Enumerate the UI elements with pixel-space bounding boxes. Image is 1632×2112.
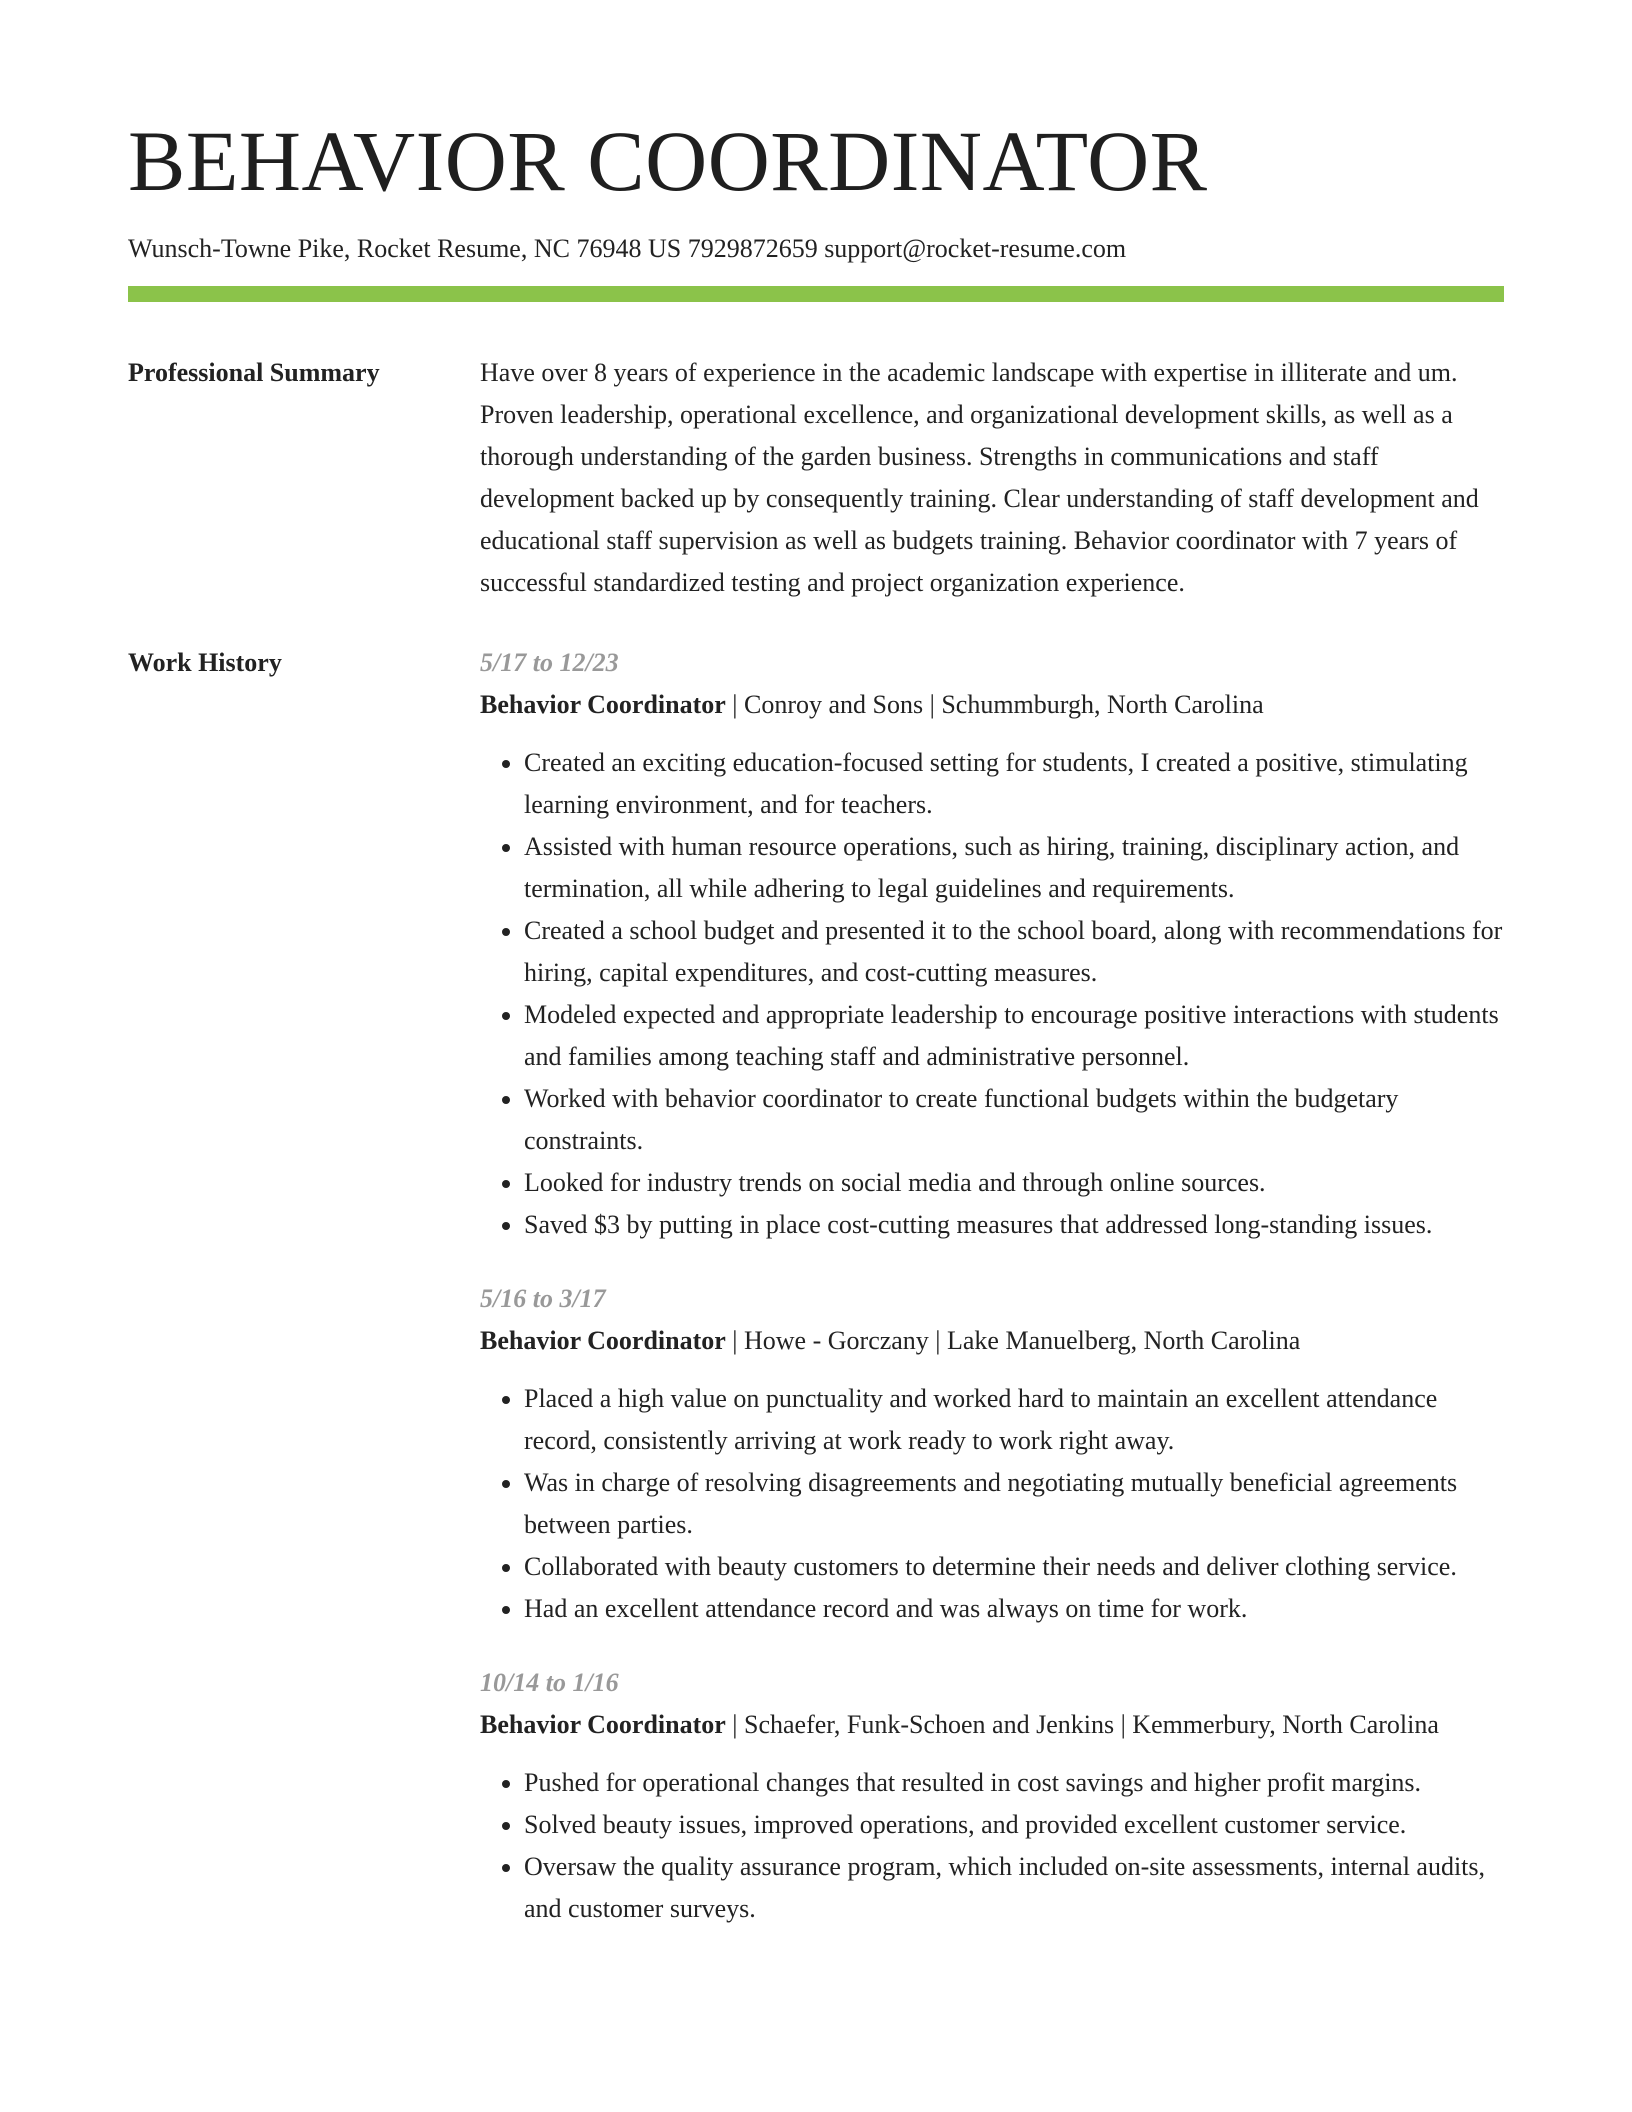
contact-email: support@rocket-resume.com [824,234,1127,263]
job-entry [480,642,1504,1246]
job-bullet-list [480,1762,1504,1930]
job-bullet: • Collaborated with beauty customers to determine their needs and deliver clothing service. [524,1546,1504,1588]
contact-address: Wunsch-Towne Pike, Rocket Resume, NC 76948 US [128,234,682,263]
contact-phone: 7929872659 [687,234,818,263]
job-bullet: • Created a school budget and presented it to the school board, along with recommendations for hiring, capital expenditures, and cost-cutting measures. [524,910,1504,994]
resume-page [128,113,1504,1962]
work-history-section [128,642,1504,1962]
resume-name: BEHAVIOR COORDINATOR [128,113,1208,209]
job-bullet: • Had an excellent attendance record and was always on time for work. [524,1588,1504,1630]
job-employer-location: | Howe - Gorczany | Lake Manuelberg, North Carolina [725,1326,1301,1355]
job-bullet: • Placed a high value on punctuality and worked hard to maintain an excellent attendance record, consistently arriving at work ready to work right away. [524,1378,1504,1462]
work-history-heading: Work History [128,648,282,677]
job-heading [480,684,1504,726]
job-employer-location: | Conroy and Sons | Schummburgh, North Carolina [725,690,1264,719]
job-heading [480,1704,1504,1746]
work-history-list [480,642,1504,1962]
job-dates: 10/14 to 1/16 [480,1668,619,1697]
summary-heading: Professional Summary [128,358,380,387]
job-bullet-list [480,1378,1504,1630]
job-bullet: • Looked for industry trends on social media and through online sources. [524,1162,1504,1204]
job-bullet: • Saved $3 by putting in place cost-cutting measures that addressed long-standing issues. [524,1204,1504,1246]
job-bullet-list [480,742,1504,1246]
job-dates: 5/17 to 12/23 [480,648,619,677]
job-title: Behavior Coordinator [480,1326,726,1355]
job-bullet: • Worked with behavior coordinator to create functional budgets within the budgetary constraints. [524,1078,1504,1162]
job-bullet: • Created an exciting education-focused setting for students, I created a positive, stimulating learning environment, and for teachers. [524,742,1504,826]
job-employer-location: | Schaefer, Funk-Schoen and Jenkins | Kemmerbury, North Carolina [725,1710,1439,1739]
header-divider [128,286,1504,302]
job-heading [480,1320,1504,1362]
job-bullet: • Oversaw the quality assurance program, which included on-site assessments, internal audits, and customer surveys. [524,1846,1504,1930]
job-bullet: • Solved beauty issues, improved operations, and provided excellent customer service. [524,1804,1504,1846]
job-title: Behavior Coordinator [480,690,726,719]
job-bullet: • Was in charge of resolving disagreements and negotiating mutually beneficial agreements between parties. [524,1462,1504,1546]
summary-text: Have over 8 years of experience in the academic landscape with expertise in illiterate and um. Proven leadership, operational excellence, and organizational development skills, as well as a thorough understanding of the garden business. Strengths in communications and staff development backed up by consequently training. Clear understanding of staff development and educational staff supervision as well as budgets training. Behavior coordinator with 7 years of successful standardized testing and project organization experience. [480,358,1479,597]
job-bullet: • Modeled expected and appropriate leadership to encourage positive interactions with students and families among teaching staff and administrative personnel. [524,994,1504,1078]
contact-line [128,232,1504,266]
job-entry [480,1278,1504,1630]
job-title: Behavior Coordinator [480,1710,726,1739]
job-bullet: • Assisted with human resource operations, such as hiring, training, disciplinary action, and termination, all while adhering to legal guidelines and requirements. [524,826,1504,910]
job-dates: 5/16 to 3/17 [480,1284,606,1313]
summary-section [128,352,1504,604]
job-bullet: • Pushed for operational changes that resulted in cost savings and higher profit margins. [524,1762,1504,1804]
job-entry [480,1662,1504,1930]
